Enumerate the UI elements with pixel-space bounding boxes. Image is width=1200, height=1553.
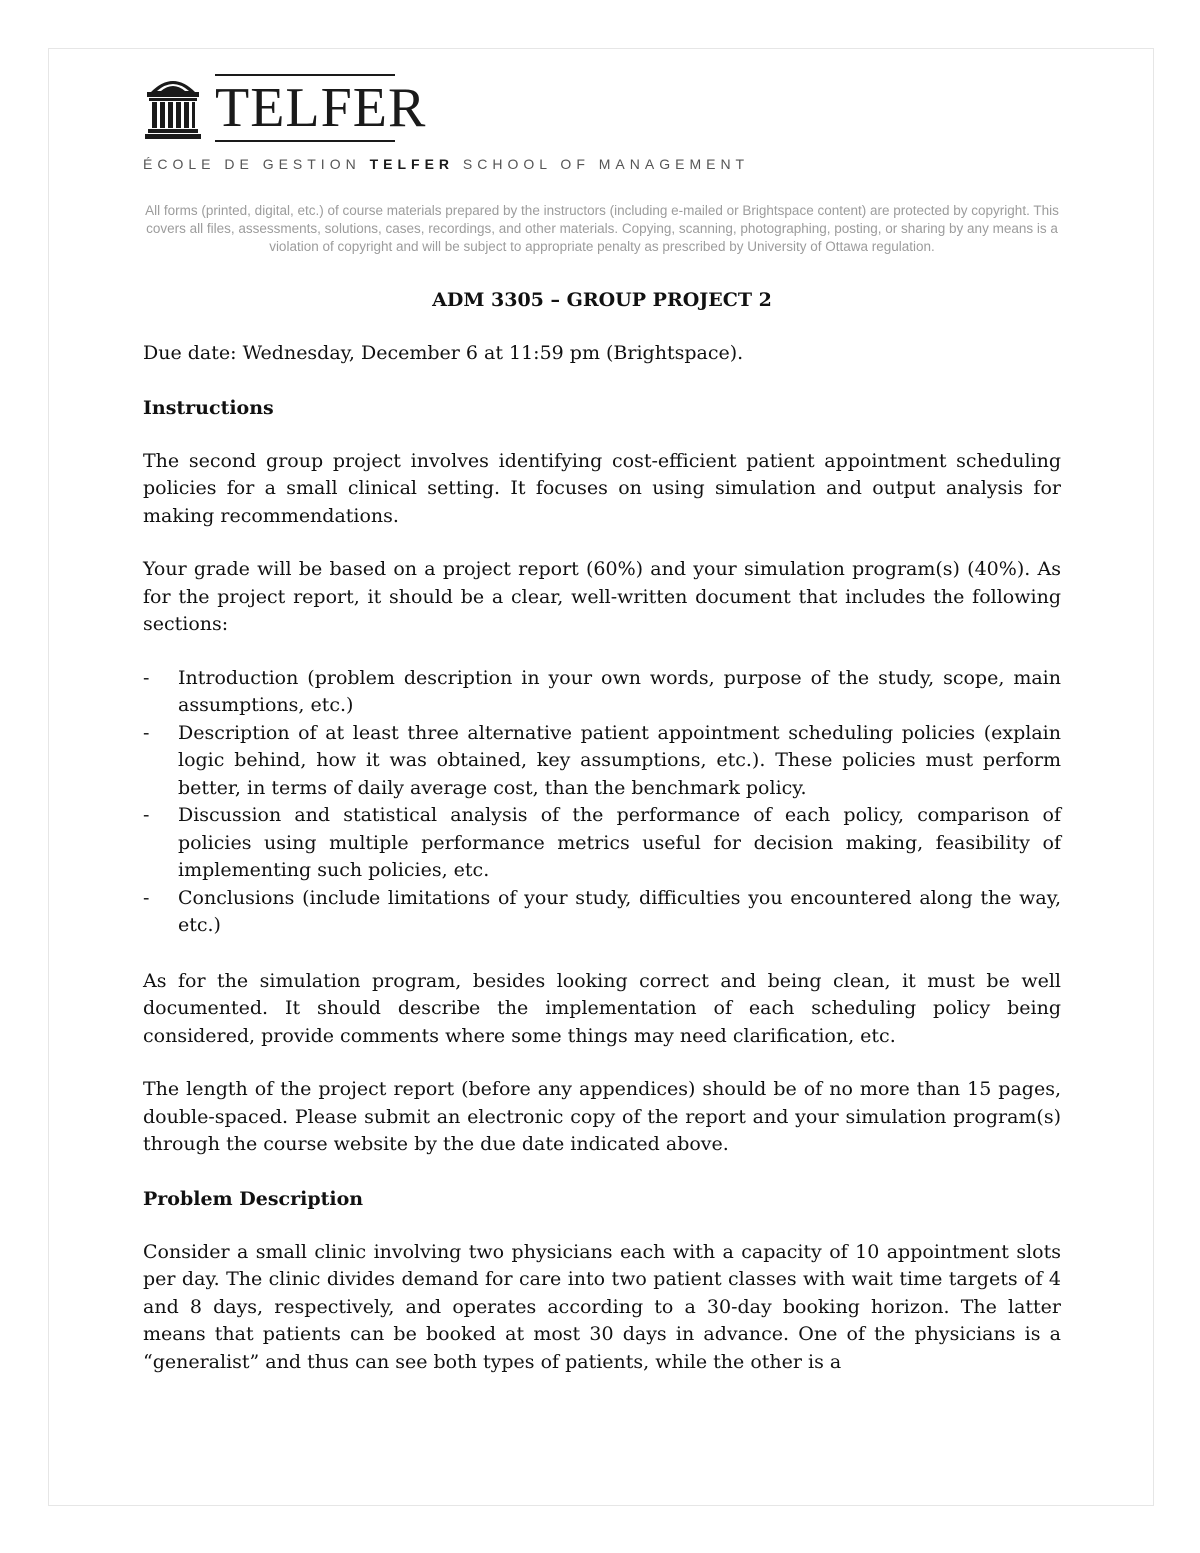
list-item: - Discussion and statistical analysis of the performance of each policy, comparison of policies using multiple performance metrics useful for decision making, feasibility of implementing such policies, etc. [143,804,1061,881]
list-item: - Introduction (problem description in your own words, purpose of the study, scope, main assumptions, etc.) [143,666,1061,716]
problem-paragraph: Consider a small clinic involving two physicians each with a capacity of 10 appointment slots per day. The clinic divides demand for care into two patient classes with wait time targets of 4 and 8 days, respectively, and operates according to a 30-day booking horizon. The latter means that patients can be booked at most 30 days in advance. One of the physicians is a “generalist” and thus can see both types of patients, while the other is a [143,1240,1061,1373]
wordmark-rule-top [215,74,395,76]
document-body [143,70,1061,1376]
document-title: ADM 3305 – GROUP PROJECT 2 [432,289,772,311]
tagline-english: SCHOOL OF MANAGEMENT [454,156,750,172]
logo-wordmark: TELFER [215,77,427,139]
telfer-logo [143,70,1061,142]
telfer-wordmark [215,77,427,139]
copyright-notice: All forms (printed, digital, etc.) of course materials prepared by the instructors (including e-mailed or Brightspace content) are protected by copyright. This covers all files, assessments, solutions, cases, recordings, and other materials. Copying, scanning, photographing, posting, or sharing by any means is a violation of copyright and will be subject to appropriate penalty as prescribed by University of Ottawa regulation. [145,203,1059,254]
problem-description-heading: Problem Description [143,1187,364,1210]
length-paragraph: The length of the project report (before any appendices) should be of no more than 15 pages, double-spaced. Please submit an electronic copy of the report and your simulation program(s) through the course website by the due date indicated above. [143,1078,1061,1155]
wordmark-rule-bottom [215,140,395,142]
due-date: Due date: Wednesday, December 6 at 11:59 pm (Brightspace). [143,342,744,364]
report-sections-list [143,665,1061,940]
intro-paragraph: The second group project involves identifying cost-efficient patient appointment scheduling policies for a small clinical setting. It focuses on using simulation and output analysis for making recommendations. [143,449,1061,527]
grade-paragraph: Your grade will be based on a project report (60%) and your simulation program(s) (40%). As for the project report, it should be a clear, well-written document that includes the following sections: [143,558,1061,635]
simulation-paragraph: As for the simulation program, besides looking correct and being clean, it must be well documented. It should describe the implementation of each scheduling policy being considered, provide comments where some things may need clarification, etc. [143,969,1061,1047]
list-item: - Description of at least three alternative patient appointment scheduling policies (explain logic behind, how it was obtained, key assumptions, etc.). These policies must perform better, in terms of daily average cost, than the benchmark policy. [143,721,1061,799]
school-tagline [143,156,1061,176]
tagline-telfer: TELFER [369,156,455,172]
list-item: - Conclusions (include limitations of your study, difficulties you encountered along the way, etc.) [143,886,1061,936]
instructions-heading: Instructions [143,396,274,419]
building-icon [143,70,203,142]
tagline-french: ÉCOLE DE GESTION [143,156,370,172]
